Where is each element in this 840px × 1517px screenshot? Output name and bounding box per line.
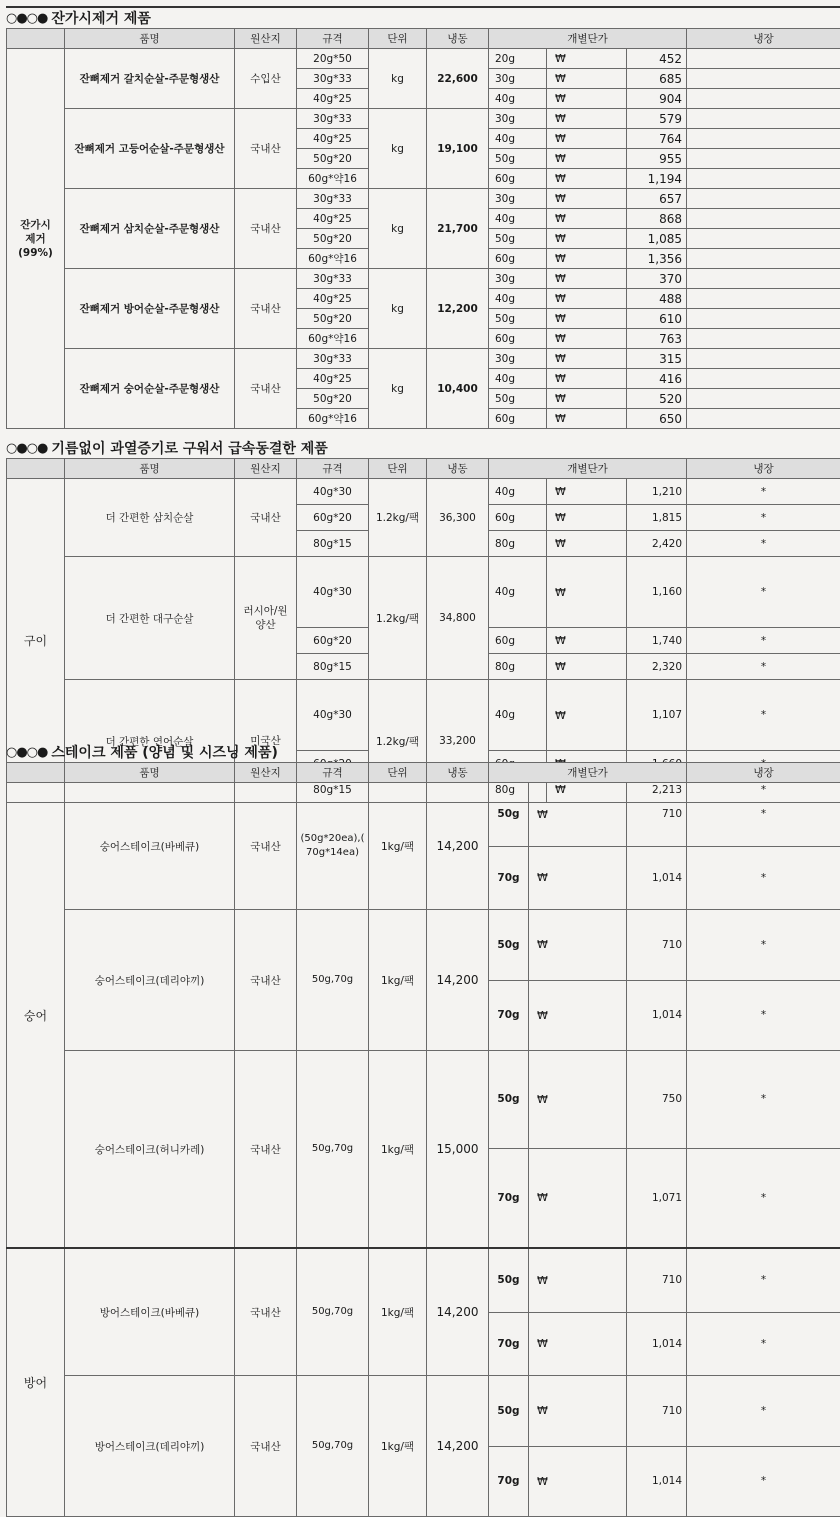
chilled-mark: * [687, 1446, 840, 1517]
chilled-cell [687, 309, 840, 329]
unit-price: 452 [627, 49, 687, 69]
product-name: 더 간편한 대구순살 [65, 557, 235, 680]
price-size: 50g [489, 229, 547, 249]
origin: 국내산 [235, 1051, 297, 1249]
category-label: 잔가시 제거 (99%) [7, 49, 65, 429]
header-origin: 원산지 [235, 763, 297, 783]
product-name: 잔뼈제거 갈치순살-주문형생산 [65, 49, 235, 109]
spec: 40g*30 [297, 479, 369, 505]
chilled-cell [687, 109, 840, 129]
frozen-price: 12,200 [427, 269, 489, 349]
price-size: 80g [489, 777, 547, 803]
unit-price: 1,356 [627, 249, 687, 269]
header-unit-price: 개별단가 [489, 29, 687, 49]
price-size: 40g [489, 289, 547, 309]
section-title-text: 기름없이 과열증기로 구워서 급속동결한 제품 [51, 438, 327, 458]
unit-price: 1,014 [627, 846, 687, 910]
chilled-cell [687, 169, 840, 189]
table-row [7, 783, 840, 847]
won-sign: ₩ [547, 289, 627, 309]
chilled-mark: * [687, 680, 840, 751]
unit-price: 710 [627, 1376, 687, 1447]
unit: 1kg/팩 [369, 1051, 427, 1249]
spec: 40g*25 [297, 369, 369, 389]
chilled-mark: * [687, 1376, 840, 1447]
won-sign: ₩ [547, 557, 627, 628]
origin: 수입산 [235, 49, 297, 109]
chilled-mark: * [687, 531, 840, 557]
header-unit-price: 개별단가 [489, 763, 687, 783]
price-size: 50g [489, 1051, 529, 1149]
price-size: 40g [489, 129, 547, 149]
chilled-cell [687, 289, 840, 309]
unit-price: 764 [627, 129, 687, 149]
section-title [6, 742, 840, 762]
price-size: 50g [489, 389, 547, 409]
header-frozen: 냉동 [427, 29, 489, 49]
product-name: 잔뼈제거 삼치순살-주문형생산 [65, 189, 235, 269]
unit-price: 610 [627, 309, 687, 329]
price-size: 40g [489, 209, 547, 229]
unit-price: 370 [627, 269, 687, 289]
header-spec: 규격 [297, 459, 369, 479]
chilled-cell [687, 269, 840, 289]
chilled-cell [687, 209, 840, 229]
won-sign: ₩ [547, 69, 627, 89]
won-sign: ₩ [547, 479, 627, 505]
unit: 1kg/팩 [369, 1248, 427, 1376]
header-chilled: 냉장 [687, 459, 840, 479]
unit: kg [369, 189, 427, 269]
frozen-price: 19,100 [427, 109, 489, 189]
spec: 40g*30 [297, 557, 369, 628]
chilled-cell [687, 129, 840, 149]
chilled-cell [687, 149, 840, 169]
chilled-cell [687, 49, 840, 69]
header-blank [7, 29, 65, 49]
spec: 40g*25 [297, 129, 369, 149]
chilled-mark: * [687, 1051, 840, 1149]
unit-price: 1,014 [627, 980, 687, 1051]
unit-price: 2,420 [627, 531, 687, 557]
chilled-mark: * [687, 846, 840, 910]
header-chilled: 냉장 [687, 763, 840, 783]
frozen-price: 33,200 [427, 680, 489, 803]
frozen-price: 10,400 [427, 349, 489, 429]
won-sign: ₩ [547, 129, 627, 149]
origin: 국내산 [235, 349, 297, 429]
category-label: 방어 [7, 1248, 65, 1517]
price-size: 30g [489, 349, 547, 369]
spec: 50g,70g [297, 910, 369, 1051]
product-name: 숭어스테이크(데리야끼) [65, 910, 235, 1051]
header-name: 품명 [65, 459, 235, 479]
chilled-cell [687, 249, 840, 269]
spec: 60g*약16 [297, 409, 369, 429]
unit-price: 1,107 [627, 680, 687, 751]
price-size: 60g [489, 249, 547, 269]
unit-price: 1,815 [627, 505, 687, 531]
won-sign: ₩ [547, 269, 627, 289]
spec: 40g*25 [297, 89, 369, 109]
product-name: 숭어스테이크(허니카레) [65, 1051, 235, 1249]
price-size: 60g [489, 409, 547, 429]
chilled-mark: * [687, 1148, 840, 1248]
unit: 1.2kg/팩 [369, 479, 427, 557]
spec: 80g*15 [297, 531, 369, 557]
spec: 60g*20 [297, 628, 369, 654]
unit: kg [369, 349, 427, 429]
bullet-marks: ○●○● [6, 11, 47, 26]
unit-price: 1,085 [627, 229, 687, 249]
header-unit: 단위 [369, 459, 427, 479]
spec: 60g*약16 [297, 329, 369, 349]
unit-price: 488 [627, 289, 687, 309]
won-sign: ₩ [547, 505, 627, 531]
won-sign: ₩ [529, 1312, 627, 1375]
won-sign: ₩ [529, 846, 627, 910]
section-title-text: 잔가시제거 제품 [51, 8, 151, 28]
header-origin: 원산지 [235, 29, 297, 49]
frozen-price: 14,200 [427, 910, 489, 1051]
unit: 1.2kg/팩 [369, 557, 427, 680]
won-sign: ₩ [547, 89, 627, 109]
unit-price: 2,213 [627, 777, 687, 803]
frozen-price: 14,200 [427, 1248, 489, 1376]
unit-price: 955 [627, 149, 687, 169]
chilled-cell [687, 409, 840, 429]
price-size: 70g [489, 1312, 529, 1375]
unit-price: 1,160 [627, 557, 687, 628]
spec: 60g*20 [297, 505, 369, 531]
header-frozen: 냉동 [427, 763, 489, 783]
won-sign: ₩ [547, 777, 627, 803]
won-sign: ₩ [547, 349, 627, 369]
won-sign: ₩ [547, 628, 627, 654]
table-row [7, 1051, 840, 1149]
won-sign: ₩ [547, 389, 627, 409]
header-origin: 원산지 [235, 459, 297, 479]
price-size: 30g [489, 109, 547, 129]
spec: 60g*약16 [297, 169, 369, 189]
price-size: 20g [489, 49, 547, 69]
chilled-mark: * [687, 479, 840, 505]
origin: 국내산 [235, 1376, 297, 1517]
unit-price: 657 [627, 189, 687, 209]
price-size: 30g [489, 69, 547, 89]
price-size: 50g [489, 783, 529, 847]
won-sign: ₩ [547, 369, 627, 389]
unit-price: 579 [627, 109, 687, 129]
price-size: 50g [489, 309, 547, 329]
product-name: 더 간편한 연어순살 [65, 680, 235, 803]
chilled-mark: * [687, 654, 840, 680]
header-chilled: 냉장 [687, 29, 840, 49]
unit: 1kg/팩 [369, 1376, 427, 1517]
unit: kg [369, 109, 427, 189]
unit-price: 710 [627, 910, 687, 981]
section-steak [6, 742, 840, 1517]
header-blank [7, 763, 65, 783]
frozen-price: 14,200 [427, 1376, 489, 1517]
unit-price: 1,194 [627, 169, 687, 189]
won-sign: ₩ [529, 1446, 627, 1517]
price-size: 30g [489, 269, 547, 289]
won-sign: ₩ [547, 169, 627, 189]
table-row [7, 680, 840, 751]
unit-price: 1,014 [627, 1312, 687, 1375]
price-size: 50g [489, 149, 547, 169]
won-sign: ₩ [547, 654, 627, 680]
won-sign: ₩ [529, 783, 627, 847]
spec: 40g*25 [297, 209, 369, 229]
price-size: 50g [489, 1248, 529, 1312]
spec: 50g*20 [297, 229, 369, 249]
won-sign: ₩ [529, 980, 627, 1051]
origin: 국내산 [235, 1248, 297, 1376]
spec: (50g*20ea),( 70g*14ea) [297, 783, 369, 910]
chilled-cell [687, 189, 840, 209]
header-unit: 단위 [369, 763, 427, 783]
frozen-price: 34,800 [427, 557, 489, 680]
header-blank [7, 459, 65, 479]
won-sign: ₩ [547, 329, 627, 349]
spec: 50g*20 [297, 309, 369, 329]
frozen-price: 21,700 [427, 189, 489, 269]
frozen-price: 22,600 [427, 49, 489, 109]
won-sign: ₩ [529, 1376, 627, 1447]
price-size: 50g [489, 1376, 529, 1447]
unit-price: 868 [627, 209, 687, 229]
unit-price: 1,210 [627, 479, 687, 505]
table-row [7, 1248, 840, 1312]
header-name: 품명 [65, 29, 235, 49]
won-sign: ₩ [547, 209, 627, 229]
price-size: 40g [489, 89, 547, 109]
chilled-cell [687, 349, 840, 369]
chilled-mark: * [687, 628, 840, 654]
chilled-cell [687, 69, 840, 89]
won-sign: ₩ [547, 680, 627, 751]
unit-price: 685 [627, 69, 687, 89]
section-title [6, 438, 840, 458]
frozen-price: 15,000 [427, 1051, 489, 1249]
product-name: 방어스테이크(바베큐) [65, 1248, 235, 1376]
chilled-cell [687, 229, 840, 249]
table-row [7, 1376, 840, 1447]
spec: 30g*33 [297, 349, 369, 369]
spec: 50g*20 [297, 389, 369, 409]
origin: 국내산 [235, 189, 297, 269]
spec: 60g*약16 [297, 249, 369, 269]
won-sign: ₩ [547, 149, 627, 169]
unit: kg [369, 269, 427, 349]
spec: 50g,70g [297, 1051, 369, 1249]
chilled-cell [687, 389, 840, 409]
category-label: 숭어 [7, 783, 65, 1249]
section-title [6, 8, 840, 28]
table-row [7, 557, 840, 628]
unit-price: 1,740 [627, 628, 687, 654]
price-size: 70g [489, 846, 529, 910]
origin: 국내산 [235, 910, 297, 1051]
price-size: 30g [489, 189, 547, 209]
chilled-cell [687, 369, 840, 389]
unit-price: 2,320 [627, 654, 687, 680]
chilled-mark: * [687, 980, 840, 1051]
spec: 50g,70g [297, 1376, 369, 1517]
chilled-mark: * [687, 505, 840, 531]
bullet-marks: ○●○● [6, 745, 47, 760]
won-sign: ₩ [529, 1148, 627, 1248]
price-size: 70g [489, 1148, 529, 1248]
spec: 30g*33 [297, 269, 369, 289]
spec: 50g*20 [297, 149, 369, 169]
won-sign: ₩ [547, 49, 627, 69]
price-size: 40g [489, 479, 547, 505]
header-frozen: 냉동 [427, 459, 489, 479]
chilled-cell [687, 89, 840, 109]
unit-price: 710 [627, 783, 687, 847]
unit: 1.2kg/팩 [369, 680, 427, 803]
origin: 러시아/원 양산 [235, 557, 297, 680]
table-row [7, 49, 840, 69]
header-spec: 규격 [297, 29, 369, 49]
product-name: 숭어스테이크(바베큐) [65, 783, 235, 910]
unit: 1kg/팩 [369, 783, 427, 910]
spec: 50g,70g [297, 1248, 369, 1376]
table-row [7, 109, 840, 129]
unit: 1kg/팩 [369, 910, 427, 1051]
product-name: 방어스테이크(데리야끼) [65, 1376, 235, 1517]
chilled-mark: * [687, 1312, 840, 1375]
table-row [7, 349, 840, 369]
unit-price: 650 [627, 409, 687, 429]
header-unit-price: 개별단가 [489, 459, 687, 479]
origin: 미국산 [235, 680, 297, 803]
won-sign: ₩ [547, 531, 627, 557]
spec: 40g*30 [297, 680, 369, 751]
price-size: 40g [489, 369, 547, 389]
chilled-cell [687, 329, 840, 349]
table-row [7, 189, 840, 209]
origin: 국내산 [235, 783, 297, 910]
product-name: 잔뼈제거 숭어순살-주문형생산 [65, 349, 235, 429]
price-table [6, 762, 840, 1517]
spec: 30g*33 [297, 189, 369, 209]
price-size: 70g [489, 1446, 529, 1517]
category-label: 구이 [7, 479, 65, 803]
price-size: 60g [489, 169, 547, 189]
unit: kg [369, 49, 427, 109]
origin: 국내산 [235, 269, 297, 349]
spec: 80g*15 [297, 654, 369, 680]
price-size: 50g [489, 910, 529, 981]
chilled-mark: * [687, 1248, 840, 1312]
table-row [7, 269, 840, 289]
price-size: 40g [489, 680, 547, 751]
table-row [7, 479, 840, 505]
won-sign: ₩ [547, 409, 627, 429]
unit-price: 904 [627, 89, 687, 109]
origin: 국내산 [235, 109, 297, 189]
won-sign: ₩ [547, 229, 627, 249]
unit-price: 710 [627, 1248, 687, 1312]
header-name: 품명 [65, 763, 235, 783]
unit-price: 520 [627, 389, 687, 409]
unit-price: 1,014 [627, 1446, 687, 1517]
unit-price: 416 [627, 369, 687, 389]
frozen-price: 36,300 [427, 479, 489, 557]
spec: 30g*33 [297, 69, 369, 89]
price-size: 80g [489, 654, 547, 680]
won-sign: ₩ [547, 309, 627, 329]
spec: 30g*33 [297, 109, 369, 129]
spec: 20g*50 [297, 49, 369, 69]
chilled-mark: * [687, 777, 840, 803]
table-row [7, 910, 840, 981]
section-title-text: 스테이크 제품 (양념 및 시즈닝 제품) [51, 742, 278, 762]
spec: 80g*15 [297, 777, 369, 803]
unit-price: 1,071 [627, 1148, 687, 1248]
frozen-price: 14,200 [427, 783, 489, 910]
unit-price: 763 [627, 329, 687, 349]
price-size: 40g [489, 557, 547, 628]
price-table [6, 28, 840, 429]
spec: 40g*25 [297, 289, 369, 309]
product-name: 잔뼈제거 고등어순살-주문형생산 [65, 109, 235, 189]
origin: 국내산 [235, 479, 297, 557]
won-sign: ₩ [547, 189, 627, 209]
price-size: 60g [489, 329, 547, 349]
header-spec: 규격 [297, 763, 369, 783]
won-sign: ₩ [529, 910, 627, 981]
price-size: 60g [489, 505, 547, 531]
chilled-mark: * [687, 557, 840, 628]
won-sign: ₩ [547, 109, 627, 129]
chilled-mark: * [687, 910, 840, 981]
header-unit: 단위 [369, 29, 427, 49]
product-name: 잔뼈제거 방어순살-주문형생산 [65, 269, 235, 349]
chilled-mark: * [687, 783, 840, 847]
unit-price: 750 [627, 1051, 687, 1149]
won-sign: ₩ [529, 1051, 627, 1149]
product-name: 더 간편한 삼치순살 [65, 479, 235, 557]
price-size: 70g [489, 980, 529, 1051]
unit-price: 315 [627, 349, 687, 369]
section-boneless [6, 8, 840, 429]
won-sign: ₩ [529, 1248, 627, 1312]
price-size: 60g [489, 628, 547, 654]
won-sign: ₩ [547, 249, 627, 269]
bullet-marks: ○●○● [6, 441, 47, 456]
price-size: 80g [489, 531, 547, 557]
